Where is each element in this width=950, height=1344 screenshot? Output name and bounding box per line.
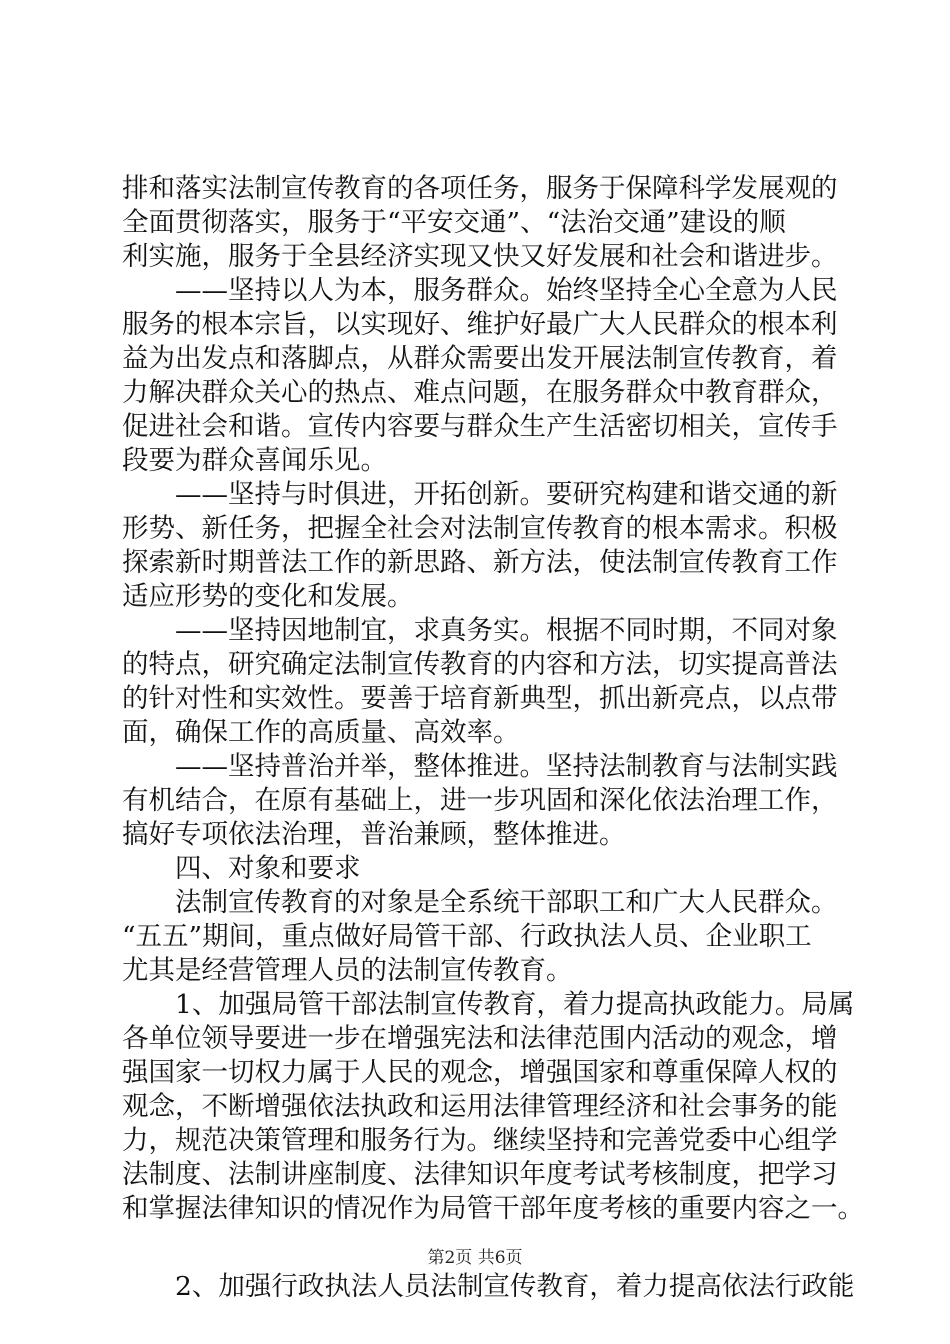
text-line: 的针对性和实效性。要善于培育新典型，抓出新亮点，以点带 [122,683,838,714]
text-line: 的特点，研究确定法制宣传教育的内容和方法，切实提高普法 [122,649,838,680]
text-line: 法制宣传教育的对象是全系统干部职工和广大人民群众。 [122,887,838,918]
page-footer [0,1243,950,1268]
text-line: ——坚持普治并举，整体推进。坚持法制教育与法制实践 [122,751,838,782]
text-line: 强国家一切权力属于人民的观念，增强国家和尊重保障人权的 [122,1057,838,1088]
text-line: 益为出发点和落脚点，从群众需要出发开展法制宣传教育，着 [122,343,838,374]
text-line: 面，确保工作的高质量、高效率。 [122,717,520,748]
page-number-label: 第2页 共6页 [427,1248,523,1268]
section-heading: 四、对象和要求 [122,853,361,884]
text-line: ——坚持因地制宜，求真务实。根据不同时期，不同对象 [122,615,838,646]
text-line: 段要为群众喜闻乐见。 [122,445,387,476]
text-line: 尤其是经营管理人员的法制宣传教育。 [122,955,573,986]
text-line: 力解决群众关心的热点、难点问题，在服务群众中教育群众， [122,377,838,408]
text-line: “五五”期间，重点做好局管干部、行政执法人员、企业职工 [122,921,812,952]
document-body [122,172,864,1304]
text-line: 全面贯彻落实，服务于“平安交通”、“法治交通”建设的顺 [122,207,786,238]
text-line: 服务的根本宗旨，以实现好、维护好最广大人民群众的根本利 [122,309,838,340]
text-line: 和掌握法律知识的情况作为局管干部年度考核的重要内容之一。 [122,1193,864,1224]
text-line: ——坚持以人为本，服务群众。始终坚持全心全意为人民 [122,275,838,306]
text-line: 法制度、法制讲座制度、法律知识年度考试考核制度，把学习 [122,1159,838,1190]
text-line: 2、加强行政执法人员法制宣传教育，着力提高依法行政能 [122,1271,855,1302]
text-line: 形势、新任务，把握全社会对法制宣传教育的根本需求。积极 [122,513,838,544]
text-line: 观念，不断增强依法执政和运用法律管理经济和社会事务的能 [122,1091,838,1122]
text-line: 搞好专项依法治理，普治兼顾，整体推进。 [122,819,626,850]
text-line: 1、加强局管干部法制宣传教育，着力提高执政能力。局属 [122,989,855,1020]
text-line: 各单位领导要进一步在增强宪法和法律范围内活动的观念，增 [122,1023,838,1054]
text-line: 利实施，服务于全县经济实现又快又好发展和社会和谐进步。 [122,241,838,272]
text-line: 促进社会和谐。宣传内容要与群众生产生活密切相关，宣传手 [122,411,838,442]
text-line: 排和落实法制宣传教育的各项任务，服务于保障科学发展观的 [122,173,838,204]
text-line: 适应形势的变化和发展。 [122,581,414,612]
text-line: 力，规范决策管理和服务行为。继续坚持和完善党委中心组学 [122,1125,838,1156]
text-line: ——坚持与时俱进，开拓创新。要研究构建和谐交通的新 [122,479,838,510]
text-line: 有机结合，在原有基础上，进一步巩固和深化依法治理工作， [122,785,838,816]
text-line: 探索新时期普法工作的新思路、新方法，使法制宣传教育工作 [122,547,838,578]
